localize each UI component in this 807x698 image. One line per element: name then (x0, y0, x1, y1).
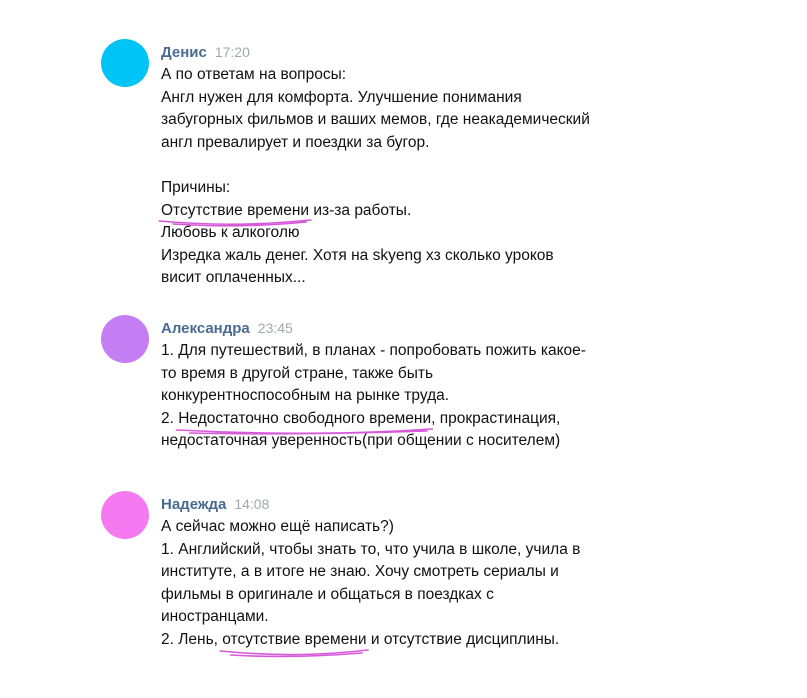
message-line: А по ответам на вопросы: (161, 66, 347, 83)
underline-stroke (219, 648, 369, 658)
message-line: Любовь к алкоголю (161, 224, 300, 242)
highlighted-text (161, 200, 309, 223)
message-header (161, 318, 293, 339)
message-line: 1. Английский, чтобы знать то, что учила в школе, учила в (161, 540, 581, 558)
message-line: иностранцами. (161, 608, 269, 626)
message-time: 23:45 (257, 320, 293, 336)
message-time: 14:08 (234, 496, 270, 512)
message-line: недостаточная уверенность(при общении с носителем) (161, 432, 561, 450)
message-text (161, 64, 761, 290)
avatar[interactable] (101, 39, 149, 87)
message-fragment: из-за работы. (309, 201, 412, 219)
highlighted-text (222, 629, 366, 652)
message-header (161, 494, 269, 515)
message-fragment: , прокрастинация, (431, 409, 561, 427)
message-line: институте, а в итоге не знаю. Хочу смотреть сериалы и (161, 563, 559, 581)
message-line: то время в другой стране, также быть (161, 364, 434, 382)
message-text (161, 516, 761, 652)
message-line: А сейчас можно ещё написать?) (161, 518, 394, 535)
message-line: забугорных фильмов и ваших мемов, где неакадемический (161, 111, 590, 129)
avatar[interactable] (101, 315, 149, 363)
message-line: Англ нужен для комфорта. Улучшение понимания (161, 88, 522, 106)
message-line: 1. Для путешествий, в планах - попробовать пожить какое- (161, 342, 586, 359)
message-time: 17:20 (214, 44, 250, 60)
underline-stroke (158, 218, 312, 228)
message-fragment: 2. Лень, (161, 630, 223, 648)
message-line (161, 629, 761, 652)
message-line: Изредка жаль денег. Хотя на skyeng хз сколько уроков (161, 246, 554, 264)
message-line (161, 200, 761, 223)
author-name[interactable]: Надежда (161, 496, 227, 513)
underline-stroke (175, 426, 434, 436)
author-name[interactable]: Денис (161, 44, 207, 61)
message-line (161, 408, 761, 431)
message-line: висит оплаченных... (161, 269, 306, 287)
author-name[interactable]: Александра (161, 320, 250, 337)
message-header (161, 42, 250, 63)
message-line: англ превалирует и поездки за бугор. (161, 133, 430, 151)
message-line: конкурентноспособным на рынке труда. (161, 387, 450, 405)
message-line: фильмы в оригинале и общаться в поездках с (161, 585, 494, 603)
highlighted-text (178, 408, 431, 431)
highlight-text: отсутствие времени (222, 630, 367, 648)
message-fragment: и отсутствие дисциплины. (366, 630, 560, 648)
highlight-text: Недостаточно свободного времени (178, 409, 432, 427)
blank-line (161, 154, 761, 177)
message-line: Причины: (161, 178, 231, 196)
highlight-text: Отсутствие времени (161, 201, 310, 219)
message-fragment: 2. (161, 409, 179, 427)
avatar[interactable] (101, 491, 149, 539)
message-text (161, 340, 761, 453)
